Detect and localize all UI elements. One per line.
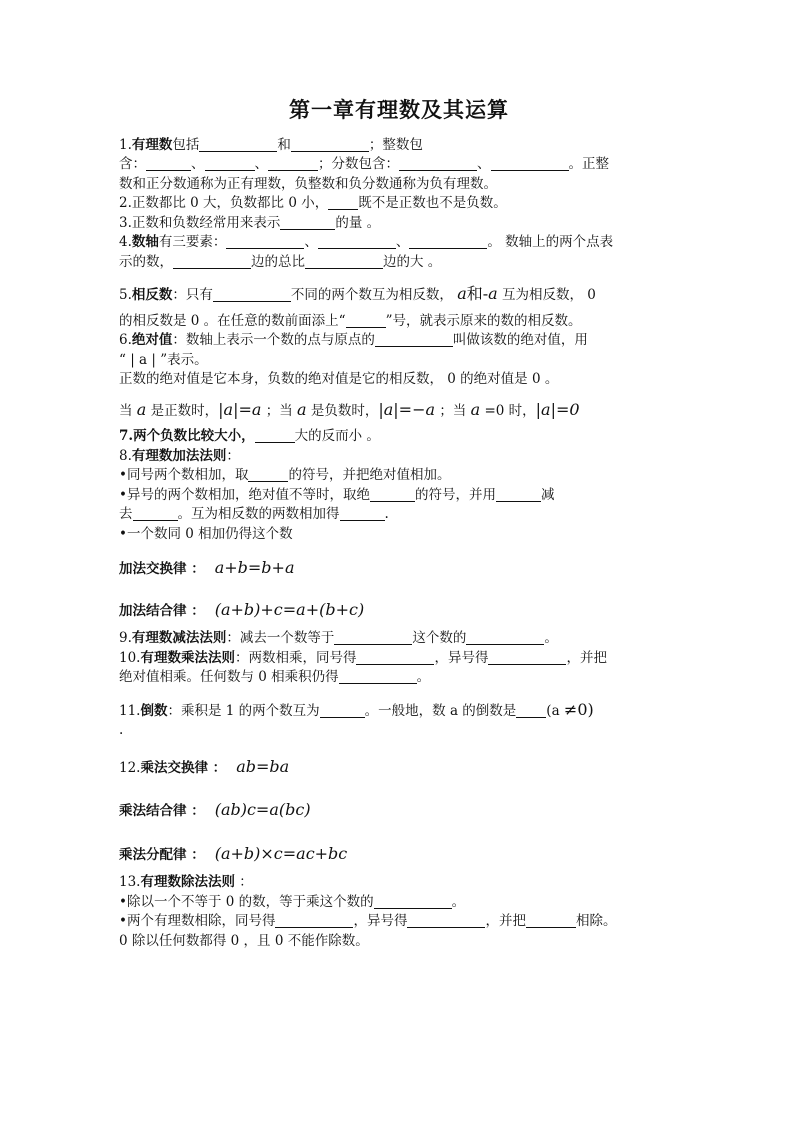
text: ：减去一个数等于 [226,630,335,646]
section-10 [119,649,679,669]
text: 、 [191,156,205,172]
term-rational-number: 有理数 [131,136,173,153]
section-number: 13. [119,874,141,890]
fill-blank[interactable] [340,506,385,521]
text: ；当 [265,402,293,419]
term-addition-rule: 有理数加法法则 [131,447,227,464]
section-1 [119,136,679,156]
fill-blank[interactable] [399,156,477,171]
section-5-line-2 [119,312,679,332]
multiplication-associative-law [119,800,679,822]
fill-blank[interactable] [488,650,566,665]
text: 这个数的 [412,630,467,646]
section-6 [119,331,679,351]
fill-blank[interactable] [526,913,576,928]
section-10-line-2 [119,668,679,688]
math-formula: a+b=b+a [214,558,295,577]
fill-blank[interactable] [375,332,453,347]
section-11 [119,700,679,722]
text: 和- [466,284,489,303]
section-5 [119,284,679,306]
text: ：乘积是 1 的两个数互为 [167,702,320,719]
fill-blank[interactable] [255,428,295,443]
page-title: 第一章有理数及其运算 [289,97,509,122]
math-condition: ≠0) [563,699,594,719]
fill-blank[interactable] [318,234,396,249]
fill-blank[interactable] [268,156,318,171]
section-8 [119,447,679,467]
text: =0 时， [484,402,536,419]
law-label: 加法结合律 ： [119,602,205,619]
text: ：数轴上表示一个数的点与原点的 [172,332,375,348]
text: 既不是正数也不是负数。 [358,195,507,211]
section-3 [119,214,679,234]
text: 包括 [172,136,200,153]
text: 是负数时， [310,402,379,419]
text: ： [226,447,240,464]
fill-blank[interactable] [205,156,255,171]
fill-blank[interactable] [280,215,335,230]
section-6-line-4 [119,400,679,422]
section-number: 10. [119,649,141,666]
fill-blank[interactable] [516,703,546,718]
math-variable: a [488,284,498,303]
text: ；整数包 [368,136,423,153]
text: 大的反而小 。 [294,428,380,444]
text: 是正数时， [150,402,219,419]
math-formula: (ab)c=a(bc) [214,800,311,819]
math-equation: |a|=0 [535,399,580,419]
text: ，异号得 [434,649,489,666]
text: 绝对值相乘。任何数与 0 相乘积仍得 [119,669,339,685]
text: 。 [451,893,466,910]
section-8-rule-3 [119,505,679,525]
math-variable: a [470,399,481,419]
section-number: 6. [119,332,132,348]
text: ，并把 [566,649,607,666]
section-1-line-2 [119,155,679,175]
section-7 [119,427,679,447]
math-variable: a [457,284,467,303]
term-division-rule: 有理数除法法则 [140,874,235,890]
text: 。正整 [568,156,609,172]
section-8-rule-4: •一个数同 0 相加仍得这个数 [119,525,293,542]
section-6-line-2: “ | a | ”表示。 [119,351,208,368]
worksheet-page [119,97,679,951]
text: ，异号得 [353,913,408,929]
text: 互为相反数， 0 [497,287,596,303]
law-label: 乘法结合律 ： [119,803,205,819]
fill-blank[interactable] [199,137,277,152]
fill-blank[interactable] [491,156,569,171]
section-13-rule-3: 0 除以任何数都得 0 ，且 0 不能作除数。 [119,932,369,949]
text: 的量 。 [335,214,381,231]
fill-blank[interactable] [356,650,434,665]
text: (a [546,702,560,719]
math-formula: (a+b)×c=ac+bc [214,843,348,863]
section-8-rule-1 [119,466,679,486]
fill-blank[interactable] [370,487,415,502]
text: •两个有理数相除，同号得 [119,913,276,929]
text: ；分数包含： [318,156,399,172]
text: ： [234,874,253,890]
text: 示的数， [119,253,173,270]
text: •除以一个不等于 0 的数，等于乘这个数的 [119,893,374,910]
section-number: 9. [119,630,132,646]
text: ”号，就表示原来的数的相反数。 [385,312,582,329]
multiplication-distributive-law [119,844,679,866]
fill-blank[interactable] [328,195,358,210]
fill-blank[interactable] [275,913,353,928]
text: 的相反数是 0 。在任意的数前面添上“ [119,312,346,329]
text: . [384,506,389,522]
math-formula: (a+b)+c=a+(b+c) [214,599,365,619]
text: ；当 [439,402,467,419]
fill-blank[interactable] [374,894,452,909]
section-number: 5. [119,287,132,303]
section-4-line-2 [119,253,679,273]
text: •异号的两个数相加，绝对值不等时，取绝 [119,486,370,503]
text: 不同的两个数互为相反数， [290,287,453,303]
term-subtraction-rule: 有理数减法法则 [131,630,227,646]
addition-commutative-law [119,558,679,580]
addition-associative-law [119,600,679,622]
math-variable: a [136,399,147,419]
section-11-line-2: . [119,722,124,738]
section-number: 12. [119,759,141,776]
fill-blank[interactable] [226,234,304,249]
text: ：只有 [172,287,213,303]
term-opposite-number: 相反数 [131,287,173,303]
math-formula: ab=ba [236,756,290,776]
text: 7.两个负数比较大小， [119,428,255,444]
fill-blank[interactable] [305,254,383,269]
section-number: 11. [119,702,141,719]
text: 当 [119,402,133,419]
text: 的符号，并把绝对值相加。 [288,467,451,483]
fill-blank[interactable] [496,487,541,502]
text: 、 [254,156,268,172]
section-4 [119,233,679,253]
fill-blank[interactable] [320,703,365,718]
text: 、 [477,156,491,172]
fill-blank[interactable] [334,630,412,645]
fill-blank[interactable] [213,287,291,302]
text: ：两数相乘，同号得 [234,649,357,666]
text: 。 [416,669,431,685]
text: 、 [304,234,318,250]
text: 。 数轴上的两个点表 [487,234,614,250]
math-equation: |a|=a [218,399,262,419]
section-9 [119,629,679,649]
text: 、 [395,234,410,250]
fill-blank[interactable] [248,467,288,482]
fill-blank[interactable] [339,669,417,684]
fill-blank[interactable] [291,137,369,152]
text: 的符号，并用 [414,486,496,503]
law-label: 乘法分配律 ： [119,846,205,863]
section-number: 4. [119,234,132,250]
term-multiplication-rule: 有理数乘法法则 [140,649,235,666]
text: 有三要素： [158,234,227,250]
section-13 [119,873,679,893]
fill-blank[interactable] [346,313,386,328]
section-1-line-3: 数和正分数通称为正有理数，负整数和负分数通称为负有理数。 [119,175,497,192]
text: 减 [540,486,555,503]
text: 边的大 。 [383,253,442,270]
section-8-rule-2 [119,486,679,506]
text: 。互为相反数的两数相加得 [177,506,340,522]
text: 3.正数和负数经常用来表示 [119,214,281,231]
law-label: 乘法交换律 ： [140,759,227,776]
text: 叫做该数的绝对值，用 [452,332,588,348]
text: 相除。 [575,913,617,929]
term-absolute-value: 绝对值 [131,332,173,348]
fill-blank[interactable] [466,630,544,645]
text: 去 [119,506,133,522]
term-number-line: 数轴 [131,234,159,250]
text: 。一般地，数 a 的倒数是 [364,702,517,719]
fill-blank[interactable] [133,506,178,521]
fill-blank[interactable] [407,913,485,928]
section-13-rule-1 [119,893,679,913]
fill-blank[interactable] [409,234,487,249]
text: •同号两个数相加，取 [119,467,249,483]
fill-blank[interactable] [173,254,251,269]
section-6-line-3: 正数的绝对值是它本身，负数的绝对值是它的相反数， 0 的绝对值是 0 。 [119,371,559,387]
multiplication-commutative-law [119,757,679,779]
section-number: 8. [119,447,132,464]
section-2 [119,194,679,214]
text: 和 [277,136,291,153]
math-variable: a [297,399,307,419]
math-equation: |a|=−a [378,399,436,419]
law-label: 加法交换律 ： [119,561,205,577]
text: ，并把 [485,913,526,929]
term-reciprocal: 倒数 [140,702,168,719]
fill-blank[interactable] [146,156,191,171]
text: 2.正数都比 0 大，负数都比 0 小， [119,195,329,211]
text: 含： [119,156,146,172]
text: 边的总比 [251,253,305,270]
text: 。 [544,630,558,646]
section-13-rule-2 [119,912,679,932]
section-number: 1. [119,136,132,153]
